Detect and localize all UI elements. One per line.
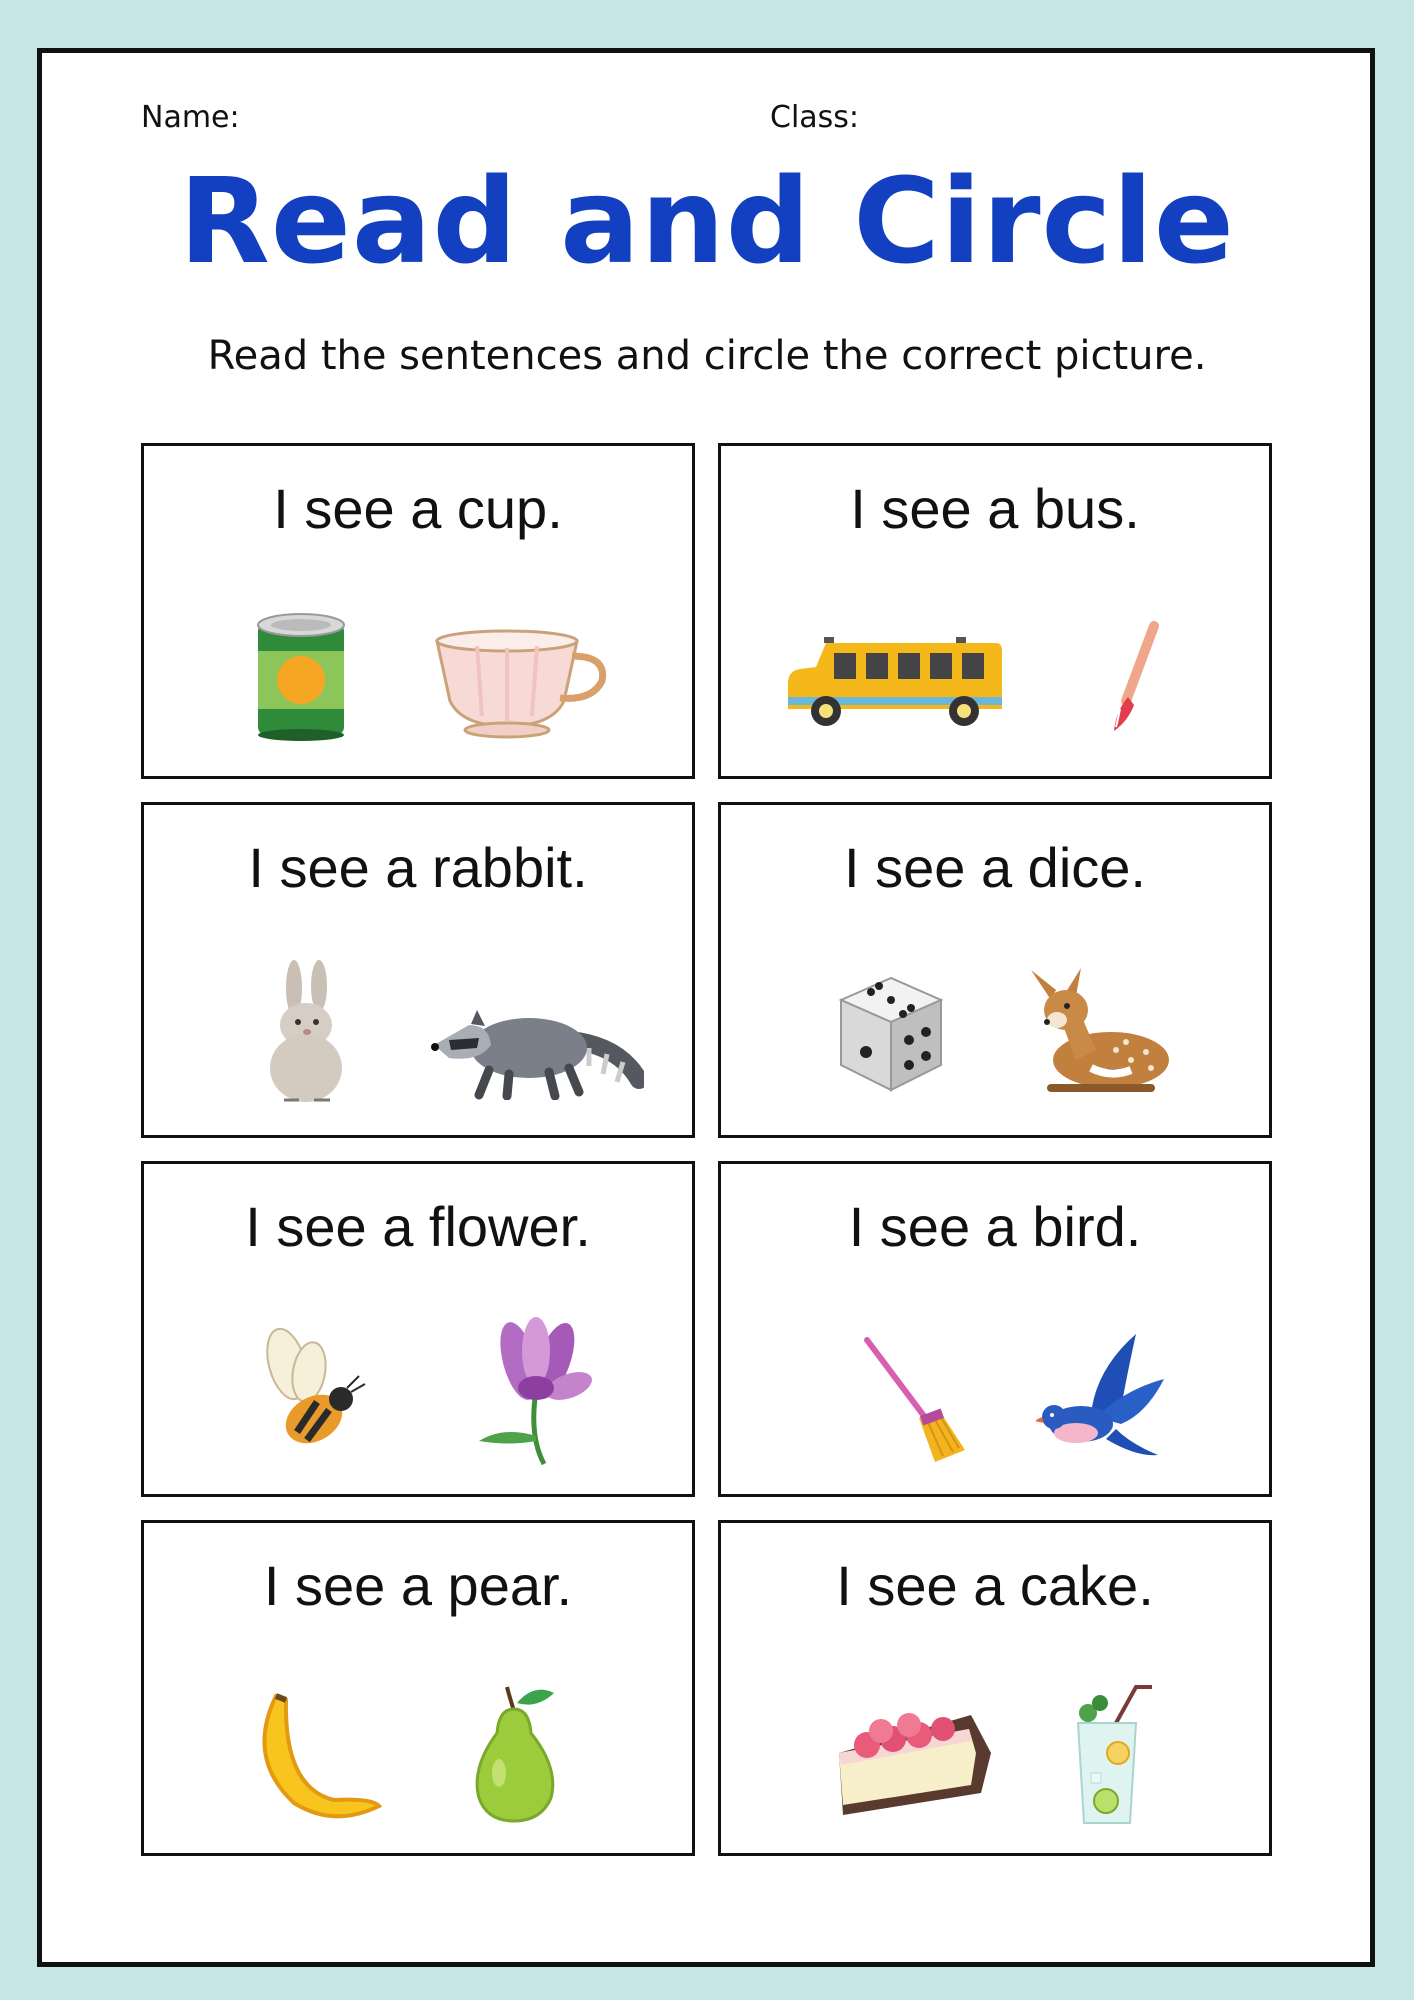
raccoon-icon[interactable] (429, 1000, 644, 1100)
dice-icon[interactable] (831, 970, 951, 1095)
class-label: Class: (770, 100, 860, 135)
card-sentence: I see a bus. (850, 477, 1140, 540)
broom-icon[interactable] (861, 1334, 971, 1464)
cake-icon[interactable] (831, 1693, 996, 1818)
page-title: Read and Circle (179, 152, 1235, 290)
name-label: Name: (141, 100, 240, 135)
banana-icon[interactable] (254, 1688, 384, 1823)
bee-icon[interactable] (259, 1324, 369, 1459)
card-cake (718, 1520, 1272, 1856)
card-sentence: I see a bird. (848, 1195, 1142, 1258)
card-bird (718, 1161, 1272, 1497)
bus-icon[interactable] (786, 631, 1006, 731)
can-icon[interactable] (254, 611, 349, 741)
card-sentence: I see a cup. (273, 477, 563, 540)
pear-icon[interactable] (469, 1683, 564, 1823)
card-bus (718, 443, 1272, 779)
card-sentence: I see a rabbit. (248, 836, 588, 899)
drink-icon[interactable] (1066, 1683, 1156, 1828)
card-pear (141, 1520, 695, 1856)
card-cup (141, 443, 695, 779)
deer-icon[interactable] (1021, 960, 1176, 1100)
card-dice (718, 802, 1272, 1138)
paintbrush-icon[interactable] (1106, 621, 1161, 736)
card-sentence: I see a cake. (836, 1554, 1154, 1617)
rabbit-icon[interactable] (264, 960, 349, 1105)
flower-icon[interactable] (474, 1316, 599, 1466)
card-sentence: I see a flower. (245, 1195, 591, 1258)
card-sentence: I see a dice. (844, 836, 1146, 899)
card-sentence: I see a pear. (263, 1554, 573, 1617)
bird-icon[interactable] (1036, 1329, 1166, 1464)
card-flower (141, 1161, 695, 1497)
teacup-icon[interactable] (432, 626, 612, 741)
card-rabbit (141, 802, 695, 1138)
instructions: Read the sentences and circle the correct picture. (207, 333, 1207, 379)
